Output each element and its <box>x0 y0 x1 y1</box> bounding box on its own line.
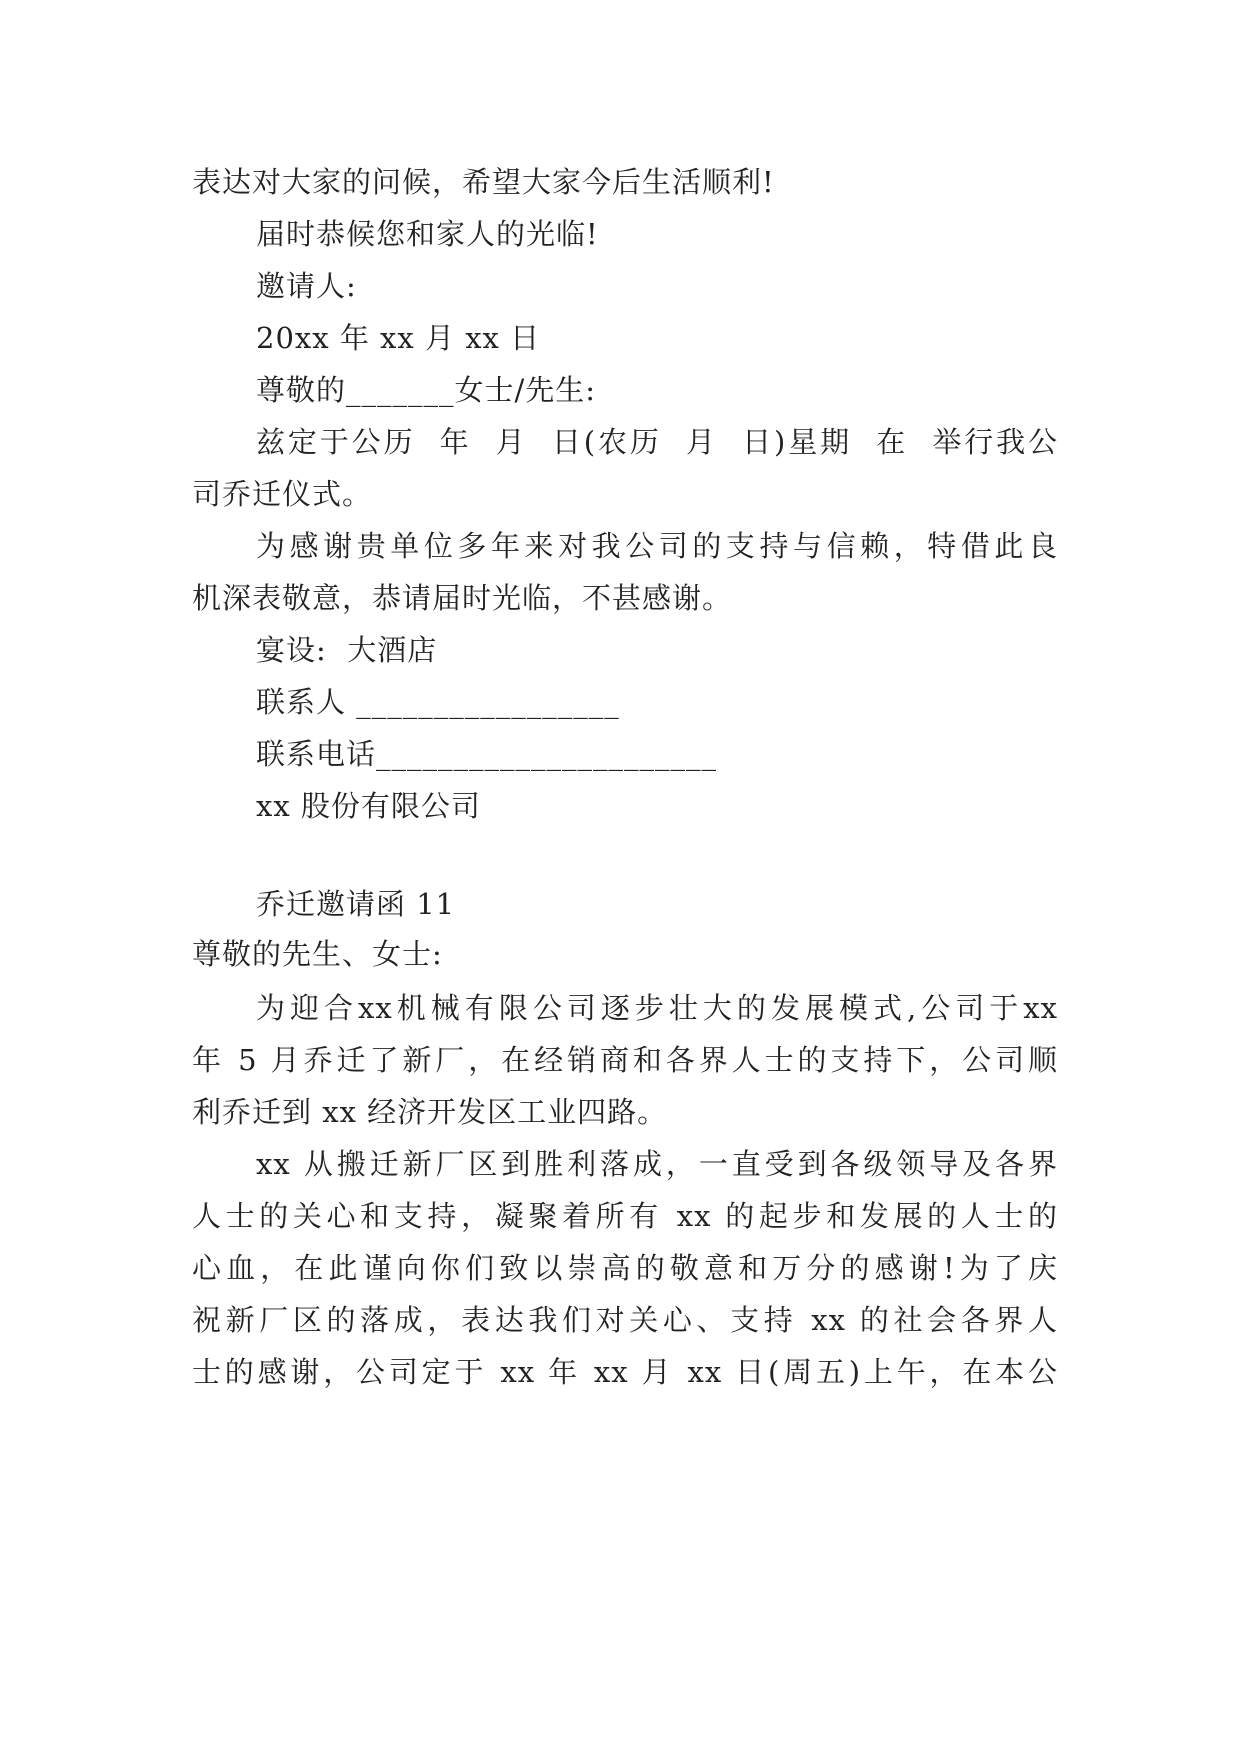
text-line: 祝新厂区的落成，表达我们对关心、支持 xx 的社会各界人 <box>192 1303 1058 1337</box>
text-line: 人士的关心和支持，凝聚着所有 xx 的起步和发展的人士的 <box>192 1199 1058 1233</box>
salutation: 尊敬的先生、女士: <box>192 937 443 971</box>
salutation: 尊敬的_______女士/先生: <box>256 373 597 407</box>
company-signature: xx 股份有限公司 <box>256 789 481 823</box>
text-line: 为感谢贵单位多年来对我公司的支持与信赖，特借此良 <box>256 529 1058 563</box>
text-line: 表达对大家的问候，希望大家今后生活顺利! <box>192 165 775 199</box>
section-heading: 乔迁邀请函 11 <box>256 887 456 921</box>
text-line: 利乔迁到 xx 经济开发区工业四路。 <box>192 1095 668 1129</box>
text-line: xx 从搬迁新厂区到胜利落成，一直受到各级领导及各界 <box>256 1147 1058 1181</box>
venue-line: 宴设: 大酒店 <box>256 633 438 667</box>
text-line: 年 5 月乔迁了新厂，在经销商和各界人士的支持下，公司顺 <box>192 1043 1058 1077</box>
text-line: 兹定于公历 年 月 日(农历 月 日)星期 在 举行我公 <box>256 425 1058 459</box>
date-line: 20xx 年 xx 月 xx 日 <box>256 321 541 355</box>
text-line: 为迎合xx机械有限公司逐步壮大的发展模式,公司于xx <box>256 991 1058 1025</box>
text-line: 士的感谢，公司定于 xx 年 xx 月 xx 日(周五)上午，在本公 <box>192 1355 1058 1389</box>
text-line: 司乔迁仪式。 <box>192 477 373 511</box>
text-line: 机深表敬意，恭请届时光临，不甚感谢。 <box>192 581 733 615</box>
contact-person-line: 联系人 _________________ <box>256 685 620 719</box>
text-line: 邀请人: <box>256 269 357 303</box>
text-line: 届时恭候您和家人的光临! <box>256 217 599 251</box>
text-line: 心血，在此谨向你们致以崇高的敬意和万分的感谢!为了庆 <box>192 1251 1058 1285</box>
contact-phone-line: 联系电话______________________ <box>256 737 718 771</box>
